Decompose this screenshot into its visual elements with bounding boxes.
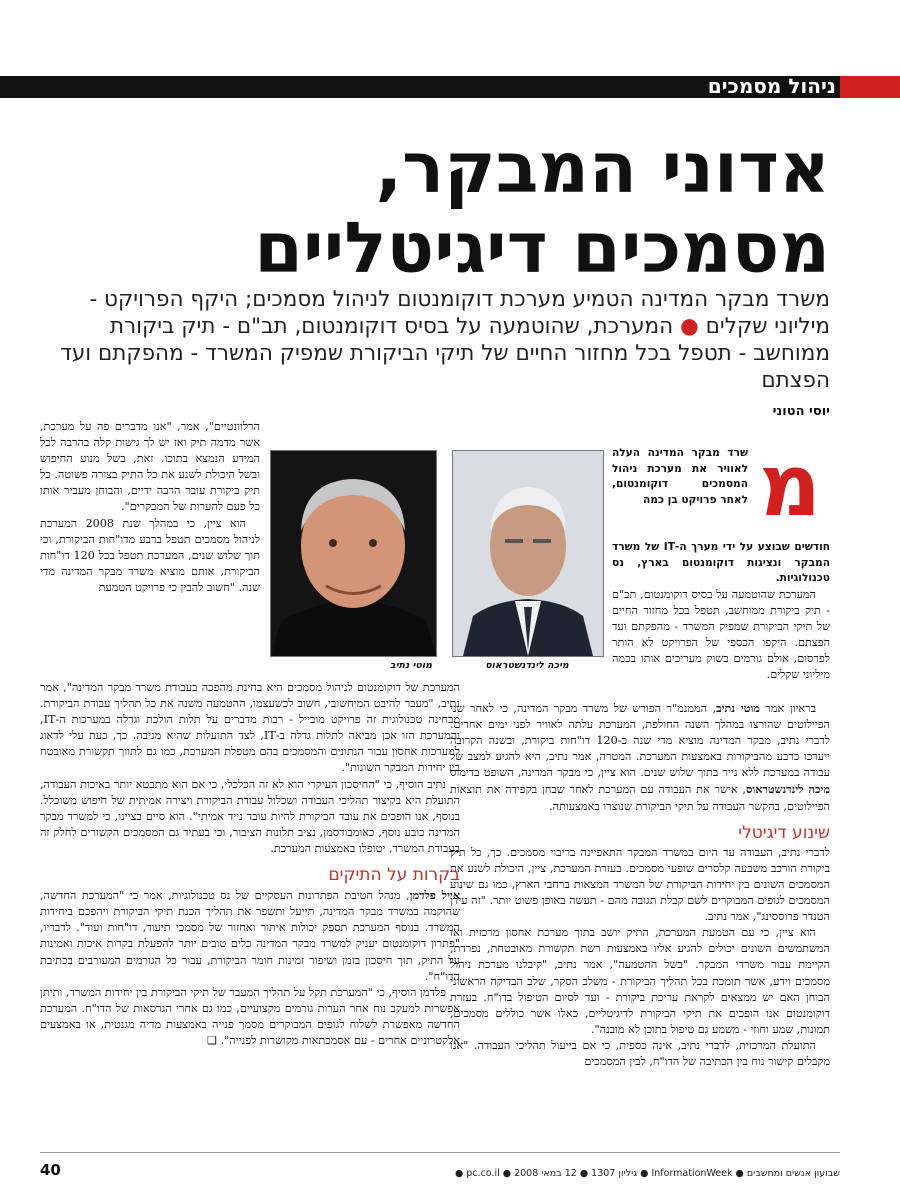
left-paragraph-1: הרלוונטיים", אמר, "אנו מדברים פה על מערכת, אשר מדמה תיק ואז יש לך גישות קלה בהרבה לכל המידע הנמצא בתוכו. זאת, בשל מנוע החיפוש ובשל היכולת לשנע את כל התיק בצורה פשוטה. כל תיק ביקורת עובר הרבה ידיים, והבוחן מעביר אותו כל פעם להערות של המבקרים". [40, 420, 260, 514]
body-paragraph-9: פלדמן הוסיף, כי "המערכת תקל על תהליך המעבר של תיקי הביקורת בין יחידות המשרד, ותיתן אפשרות למעקב נוח אחר הערות גורמים מקצועיים, כמו גם אחרי הגרסאות של הדו"ח. המערכת החדשה מאפשרת לשלוח לגופים המבוקרים מסמך פנייה באמצעות מדיה מגנטית, או באמצעים אלקטרוניים אחרים - עם אסמכתאות מקושרות לפנייה". ❑ [40, 985, 460, 1047]
section-accent [840, 76, 900, 98]
headline [50, 128, 830, 288]
body-paragraph-6: המערכת של דוקומנטום לניהול מסמכים היא בחינת מהפכה בעבודת משרד מבקר המדינה", אמר נתיב, "מעבר להיבט המיחשובי, חשוב לכשעצמו, ההטמעה משנה את כל תהליך עבודת הביקורת. מבחינה טכנולוגית זה פרויקט מובייל - רבות מדברים על תלות הולכת וגדלה במערכות ה-IT, והמערכת הזו אכן מביאה לתלות גדלה ב-IT, לצד התועלות שהיא מניבה. כך, כעת עלי לדאוג למערכות אחסון עבור הנתונים והמסמכים בהם מטפלת המערכת, כמו גם לתווך תקשורת מאובטח בין יחידות המבקר השונות". [40, 681, 460, 775]
person-name-lindenstrauss: מיכה לינדנשטראוס [745, 782, 830, 797]
right-wide-column [450, 700, 830, 1070]
byline: יוסי הטוני [772, 404, 830, 419]
subtitle-part2: המערכת, שהוטמעה על בסיס דוקומנטום, תב"ם - תיק ביקורת ממוחשב - תטפל בכל מחזור החיים של תיקי הביקורת שמפיק המשרד - מהפקתם ועד הפצתם [60, 314, 830, 393]
lead-continued: חודשים שבוצע על ידי מערך ה-IT של משרד המבקר ונציגות דוקומנטום בארץ, נס טכנולוגיות. [612, 541, 831, 585]
subtitle [50, 286, 830, 394]
lead-text: שרד מבקר המדינה העלה לאוויר את מערכת ניהול המסמכים דוקומנטום, לאחר פרויקט בן כמה [612, 447, 748, 506]
person-name-feldman: אייל פלדמן [409, 888, 460, 903]
left-paragraph-2: הוא ציין, כי במהלך שנת 2008 המערכת לניהול מסמכים תטפל ברבע מדו"חות הביקורת, וכי תוך שלוש שנים, המערכת תטפל בכל 120 דו"חות הביקורת, אותם מוציא משרד מבקר המדינה מדי שנה. "חשוב להבין כי פרויקט הטמעת [40, 516, 260, 594]
portrait-photo-icon [453, 451, 603, 656]
photo-lindenstrauss [452, 450, 604, 657]
headline-line2: מסמכים דיגיטליים [254, 207, 830, 289]
page-number: 40 [40, 1161, 61, 1179]
section-label: ניהול מסמכים [707, 74, 836, 98]
subhead-digital: שינוע דיגיטלי [738, 822, 830, 843]
left-wide-column [40, 680, 460, 1049]
body-paragraph-4: הוא ציין, כי עם הטמעת המערכת, התיק יושב בתוך מערכת אחסון מרכזית ואז המשתמשים השונים יכולים להגיע אליו באמצעות רשת תקשורת מאובטחת, נפרדת, הקיימת עבור משרדי המבקר. "בשל ההטמעה", אמר נתיב, "קיבלנו מערכת ניהול מסמכים וידע, אשר תומכת בכל תהליך הביקורת - משלב הסקר, שלב הבדיקה הראשוני הבוחן האם יש ממצאים לקראת עריכת ביקורת - ועד לסיום הטיפול בדו"ח. בעזרת דוקומנטום אנו הופכים את תיקי הביקורת לדיגיטליים, כאלו אשר כוללים מסמכים, תמונות, שמע וחוזי - משמע גם טיפול בתוכן לא מובנה". [450, 926, 830, 1036]
end-mark-icon: ❑ [206, 1033, 217, 1047]
photo-caption-netiv: מוטי נתיב [389, 660, 432, 671]
footer-rule [40, 1152, 840, 1153]
body-paragraph-3: לדברי נתיב, העבודה עד היום במשרד המבקר התאפיינה בריבוי מסמכים. כך, כל תיק ביקורת הורכב משבעה קלסרים שופעי מסמכים. בעזרת המערכת, ציין, היכולת לשנע את המסמכים השונים בין יחידות הביקורת של המשרד המצאות ברחבי הארץ, כמו גם שינוע המסמכים לגופים המבוקרים לשם קבלת תגובה מהם - תעשה באופן פשוט יותר. "זה עידן הטנדר פרוססינג", אמר נתיב. [450, 845, 830, 924]
right-column [612, 540, 830, 683]
subhead-controls: בקרות על התיקים [328, 865, 460, 886]
portrait-photo-icon [271, 451, 436, 656]
right-paragraph-1: המערכת שהוטמעה על בסיס דוקומנטום, תב"ם - תיק ביקורת ממוחשב, תטפל בכל מחזור החיים של תיקי הביקורת שמפיק המשרד - מהפקתם ועד הפצתם. היקפו הכספי של הפרויקט לא הותר לפרסום, אולם גורמים בשוק מעריכים אותו בכמה מיליוני שקלים. [612, 587, 830, 682]
subtitle-part1: משרד מבקר המדינה הטמיע מערכת דוקומנטום לניהול מסמכים; היקף הפרויקט - מיליוני שקלים [89, 287, 830, 339]
headline-line1: אדוני המבקר, [375, 127, 830, 209]
section-bar [0, 76, 900, 98]
person-name-netiv: מוטי נתיב [716, 701, 760, 715]
photo-netiv [270, 450, 437, 657]
body-paragraph-2: בראיון אמר מוטי נתיב, הממנמ"ר הפורש של משרד מבקר המדינה, כי לאחר שני הפיילוטים שהורצו במהלך השנה החולפת, המערכת עלתה לאוויר לפני ימים אחדים. לדברי נתיב, מבקר המדינה מוציא מדי שנה כ-120 דו"חות ביקורת, ובשנה הקרובה ייערכו כרבע מהביקורות באמצעות המערכת. המטרה, אמר נתיב, היא להגיע למצב של עבודה במערכת ללא נייר בתוך שלוש שנים. הוא ציין, כי מבקר המדינה, השופט בדימוס מיכה לינדנשטראוס, אישר את העבודה עם המערכת לאחר שבחן בקפידה את תוצאות הפיילוטים, בהקשר העבודה על תיקי הביקורת שנוצרו באמצעותה. [450, 701, 830, 813]
body-paragraph-7: נתיב הוסיף, כי "החיסכון העיקרי הוא לא זה הכלכלי, כי אם הוא מתבטא יותר באיכות העבודה, התועלת היא בקיצור תהליכי העבודה ושכלול עבודת הביקורת ויצירה אמיתית של חיפוש משוכלל. בנוסף, אנו הופכים את עובד הביקורת להיות עובד נייד אמיתי". הוא סיים בציינו, כי למשרד מבקר המדינה כובע נוסף, כאומבודסמן, נציב תלונות הציבור, וכי בעתיד גם המסמכים הקשורים לחלק זה בעבודת המשרד, יטופלו באמצעות המערכת. [40, 777, 460, 855]
bullet-icon: ● [680, 314, 699, 339]
dropcap: מ [758, 436, 822, 536]
body-paragraph-5: התועלת המרכזית, לדברי נתיב, אינה כספית, כי אם בייעול תהליכי העבודה. "אנו מקבלים קישור נוח בין הכתיבה של הדו"ח, לבין המסמכים [450, 1038, 830, 1068]
left-column [40, 419, 260, 596]
footer-text: שבועון אנשים ומחשבים ● InformationWeek ● גיליון 1307 ● 12 במאי 2008 ● pc.co.il ● [454, 1168, 840, 1179]
photo-caption-lindenstrauss: מיכה לינדנשטראוס [485, 660, 569, 671]
body-paragraph-8: אייל פלדמן, מנהל חטיבת הפתרונות העסקיים של נס טכנולוגיות, אמר כי "המערכת החדשה, שהוקמה במשרד מבקר המדינה, תייעל ותשפר את תהליך הכנת תיקי הביקורת ויהפכם ביחידות המשרד. בנוסף המערכת תספק יכולות איתור ואחזור של מסמכי תיעוד, דו"חות ועוד". לדבריו, "פתרון דוקומנטום יעניק למשרד מבקר המדינה כלים טובים יותר להפעלת בקרות איכות ואמינות על התיק, תוך חיסכון בזמן ושיפור זמינות חומר הביקורת, עבור כל הגורמים המעורבים בכתיבת הדו"ח". [40, 888, 460, 983]
